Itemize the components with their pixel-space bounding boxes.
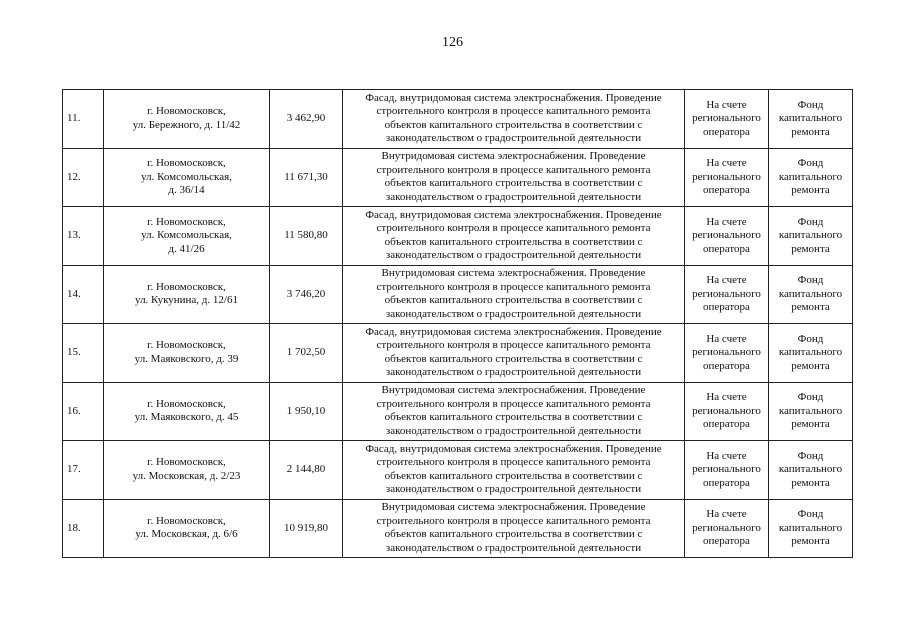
account-cell bbox=[685, 148, 769, 207]
account-cell bbox=[685, 382, 769, 441]
account-cell-line: регионального bbox=[692, 346, 761, 358]
work-description-cell-line: законодательством о градостроительной деятельности bbox=[385, 132, 642, 145]
table-row bbox=[63, 207, 853, 266]
account-cell-line: На счете bbox=[706, 98, 747, 111]
account-cell-line: регионального bbox=[692, 404, 761, 417]
address-cell bbox=[104, 499, 270, 558]
account-cell bbox=[685, 90, 769, 149]
work-description-cell bbox=[343, 499, 685, 558]
work-description-cell-line: объектов капитального строительства в соответствии с bbox=[384, 177, 643, 190]
work-description-cell bbox=[343, 90, 685, 149]
table-row bbox=[63, 148, 853, 207]
funding-source-cell-line: Фонд bbox=[797, 215, 824, 228]
account-cell bbox=[685, 324, 769, 383]
funding-source-cell-line: капитального bbox=[778, 287, 843, 300]
row-number-cell: 16. bbox=[63, 382, 104, 441]
account-cell bbox=[685, 207, 769, 266]
funding-source-cell-line: капитального bbox=[778, 112, 843, 124]
table-row bbox=[63, 324, 853, 383]
work-description-cell-line: строительного контроля в процессе капитального ремонта bbox=[376, 222, 651, 235]
work-description-cell-line: Внутридомовая система электроснабжения. Проведение bbox=[381, 267, 646, 280]
work-description-cell-line: объектов капитального строительства в соответствии с bbox=[384, 528, 643, 541]
account-cell-line: На счете bbox=[706, 274, 747, 286]
area-cell: 1 950,10 bbox=[270, 382, 343, 441]
address-cell-line: ул. Московская, д. 6/6 bbox=[135, 528, 238, 541]
funding-source-cell-line: Фонд bbox=[797, 157, 824, 169]
work-description-cell-line: Фасад, внутридомовая система электроснабжения. Проведение bbox=[365, 91, 662, 104]
area-cell: 11 671,30 bbox=[270, 148, 343, 207]
account-cell-line: На счете bbox=[706, 508, 747, 520]
account-cell bbox=[685, 265, 769, 324]
table-row bbox=[63, 382, 853, 441]
funding-source-cell bbox=[769, 382, 853, 441]
funding-source-cell-line: Фонд bbox=[797, 274, 824, 286]
address-cell bbox=[104, 207, 270, 266]
work-description-cell-line: объектов капитального строительства в соответствии с bbox=[384, 469, 643, 482]
funding-source-cell-line: ремонта bbox=[791, 301, 830, 313]
work-description-cell bbox=[343, 207, 685, 266]
funding-source-cell bbox=[769, 207, 853, 266]
work-description-cell-line: Фасад, внутридомовая система электроснабжения. Проведение bbox=[365, 208, 662, 221]
account-cell bbox=[685, 441, 769, 500]
address-cell bbox=[104, 382, 270, 441]
funding-source-cell-line: ремонта bbox=[791, 242, 830, 255]
account-cell-line: оператора bbox=[703, 359, 750, 372]
account-cell-line: На счете bbox=[706, 449, 747, 462]
table-row bbox=[63, 441, 853, 500]
table-row bbox=[63, 499, 853, 558]
funding-source-cell-line: капитального bbox=[778, 521, 843, 534]
work-description-cell-line: Внутридомовая система электроснабжения. Проведение bbox=[381, 150, 646, 163]
work-description-cell-line: объектов капитального строительства в соответствии с bbox=[384, 118, 643, 131]
funding-source-cell-line: ремонта bbox=[791, 359, 830, 372]
account-cell-line: оператора bbox=[703, 476, 750, 489]
funding-source-cell-line: ремонта bbox=[791, 476, 830, 489]
funding-source-cell-line: ремонта bbox=[791, 184, 830, 196]
funding-source-cell bbox=[769, 324, 853, 383]
work-description-cell-line: Фасад, внутридомовая система электроснабжения. Проведение bbox=[365, 442, 662, 455]
address-cell-line: г. Новомосковск, bbox=[147, 514, 226, 527]
funding-source-cell bbox=[769, 441, 853, 500]
account-cell-line: оператора bbox=[703, 301, 750, 313]
work-description-cell-line: строительного контроля в процессе капитального ремонта bbox=[376, 397, 651, 410]
funding-source-cell-line: Фонд bbox=[797, 98, 824, 111]
funding-source-cell bbox=[769, 499, 853, 558]
area-cell: 2 144,80 bbox=[270, 441, 343, 500]
table-row bbox=[63, 265, 853, 324]
account-cell-line: регионального bbox=[692, 287, 761, 300]
work-description-cell bbox=[343, 441, 685, 500]
account-cell-line: регионального bbox=[692, 463, 761, 475]
work-description-cell-line: Внутридомовая система электроснабжения. Проведение bbox=[381, 501, 646, 514]
funding-source-cell-line: Фонд bbox=[797, 391, 824, 403]
row-number-cell: 14. bbox=[63, 265, 104, 324]
work-description-cell-line: строительного контроля в процессе капитального ремонта bbox=[376, 339, 651, 352]
work-description-cell-line: объектов капитального строительства в соответствии с bbox=[384, 235, 643, 248]
area-cell: 3 746,20 bbox=[270, 265, 343, 324]
account-cell-line: регионального bbox=[692, 112, 761, 124]
table-row bbox=[63, 90, 853, 149]
work-description-cell-line: строительного контроля в процессе капитального ремонта bbox=[376, 456, 651, 469]
address-cell bbox=[104, 148, 270, 207]
page-number: 126 bbox=[442, 35, 463, 50]
account-cell-line: оператора bbox=[703, 535, 750, 547]
address-cell bbox=[104, 441, 270, 500]
work-description-cell-line: законодательством о градостроительной деятельности bbox=[385, 483, 642, 496]
funding-source-cell-line: ремонта bbox=[791, 125, 830, 138]
account-cell-line: оператора bbox=[703, 242, 750, 255]
row-number-cell: 15. bbox=[63, 324, 104, 383]
address-cell-line: г. Новомосковск, bbox=[147, 456, 226, 469]
work-description-cell-line: объектов капитального строительства в соответствии с bbox=[384, 294, 643, 307]
address-cell bbox=[104, 324, 270, 383]
address-cell-line: г. Новомосковск, bbox=[147, 105, 226, 118]
funding-source-cell-line: Фонд bbox=[797, 332, 824, 345]
work-description-cell-line: объектов капитального строительства в соответствии с bbox=[384, 352, 643, 365]
address-cell-line: ул. Маяковского, д. 45 bbox=[134, 411, 239, 424]
work-description-cell-line: Фасад, внутридомовая система электроснабжения. Проведение bbox=[365, 325, 662, 338]
account-cell-line: оператора bbox=[703, 184, 750, 196]
funding-source-cell-line: Фонд bbox=[797, 449, 824, 462]
repair-table bbox=[62, 89, 853, 558]
row-number-cell: 17. bbox=[63, 441, 104, 500]
address-cell-line: г. Новомосковск, bbox=[147, 397, 226, 410]
funding-source-cell bbox=[769, 148, 853, 207]
address-cell-line: ул. Бережного, д. 11/42 bbox=[132, 118, 241, 131]
account-cell bbox=[685, 499, 769, 558]
funding-source-cell-line: Фонд bbox=[797, 508, 824, 520]
address-cell bbox=[104, 90, 270, 149]
area-cell: 3 462,90 bbox=[270, 90, 343, 149]
address-cell-line: ул. Комсомольская, bbox=[141, 229, 232, 241]
work-description-cell-line: законодательством о градостроительной деятельности bbox=[385, 424, 642, 437]
work-description-cell-line: объектов капитального строительства в соответствии с bbox=[384, 411, 643, 424]
work-description-cell-line: законодательством о градостроительной деятельности bbox=[385, 541, 642, 554]
account-cell-line: регионального bbox=[692, 229, 761, 241]
address-cell-line: ул. Кукунина, д. 12/61 bbox=[135, 294, 238, 307]
work-description-cell-line: законодательством о градостроительной деятельности bbox=[385, 190, 642, 203]
address-cell-line: г. Новомосковск, bbox=[147, 280, 226, 293]
account-cell-line: На счете bbox=[706, 215, 747, 228]
account-cell-line: На счете bbox=[706, 391, 747, 403]
address-cell-line: д. 41/26 bbox=[168, 242, 205, 255]
address-cell-line: ул. Комсомольская, bbox=[141, 170, 232, 183]
funding-source-cell bbox=[769, 90, 853, 149]
funding-source-cell-line: капитального bbox=[778, 404, 843, 417]
address-cell-line: д. 36/14 bbox=[168, 184, 205, 196]
area-cell: 10 919,80 bbox=[270, 499, 343, 558]
work-description-cell-line: строительного контроля в процессе капитального ремонта bbox=[376, 514, 651, 527]
address-cell-line: г. Новомосковск, bbox=[147, 157, 226, 169]
account-cell-line: регионального bbox=[692, 170, 761, 183]
funding-source-cell-line: капитального bbox=[778, 346, 843, 358]
funding-source-cell-line: капитального bbox=[778, 170, 843, 183]
account-cell-line: На счете bbox=[706, 332, 747, 345]
work-description-cell-line: Внутридомовая система электроснабжения. Проведение bbox=[381, 384, 646, 397]
work-description-cell-line: законодательством о градостроительной деятельности bbox=[385, 366, 642, 379]
work-description-cell bbox=[343, 265, 685, 324]
work-description-cell-line: законодательством о градостроительной деятельности bbox=[385, 307, 642, 320]
work-description-cell-line: законодательством о градостроительной деятельности bbox=[385, 249, 642, 262]
area-cell: 11 580,80 bbox=[270, 207, 343, 266]
work-description-cell bbox=[343, 324, 685, 383]
funding-source-cell-line: ремонта bbox=[791, 418, 830, 430]
account-cell-line: оператора bbox=[703, 418, 750, 430]
work-description-cell-line: строительного контроля в процессе капитального ремонта bbox=[376, 280, 651, 293]
account-cell-line: оператора bbox=[703, 125, 750, 138]
address-cell-line: г. Новомосковск, bbox=[147, 339, 226, 352]
work-description-cell bbox=[343, 148, 685, 207]
address-cell-line: г. Новомосковск, bbox=[147, 215, 226, 228]
account-cell-line: регионального bbox=[692, 521, 761, 534]
address-cell-line: ул. Московская, д. 2/23 bbox=[132, 469, 241, 482]
funding-source-cell-line: ремонта bbox=[791, 535, 830, 547]
address-cell bbox=[104, 265, 270, 324]
work-description-cell-line: строительного контроля в процессе капитального ремонта bbox=[376, 163, 651, 176]
row-number-cell: 12. bbox=[63, 148, 104, 207]
row-number-cell: 11. bbox=[63, 90, 104, 149]
row-number-cell: 18. bbox=[63, 499, 104, 558]
table-body bbox=[63, 90, 853, 558]
area-cell: 1 702,50 bbox=[270, 324, 343, 383]
row-number-cell: 13. bbox=[63, 207, 104, 266]
funding-source-cell-line: капитального bbox=[778, 463, 843, 475]
funding-source-cell-line: капитального bbox=[778, 229, 843, 241]
funding-source-cell bbox=[769, 265, 853, 324]
address-cell-line: ул. Маяковского, д. 39 bbox=[134, 352, 239, 365]
work-description-cell bbox=[343, 382, 685, 441]
work-description-cell-line: строительного контроля в процессе капитального ремонта bbox=[376, 105, 651, 118]
account-cell-line: На счете bbox=[706, 157, 747, 169]
